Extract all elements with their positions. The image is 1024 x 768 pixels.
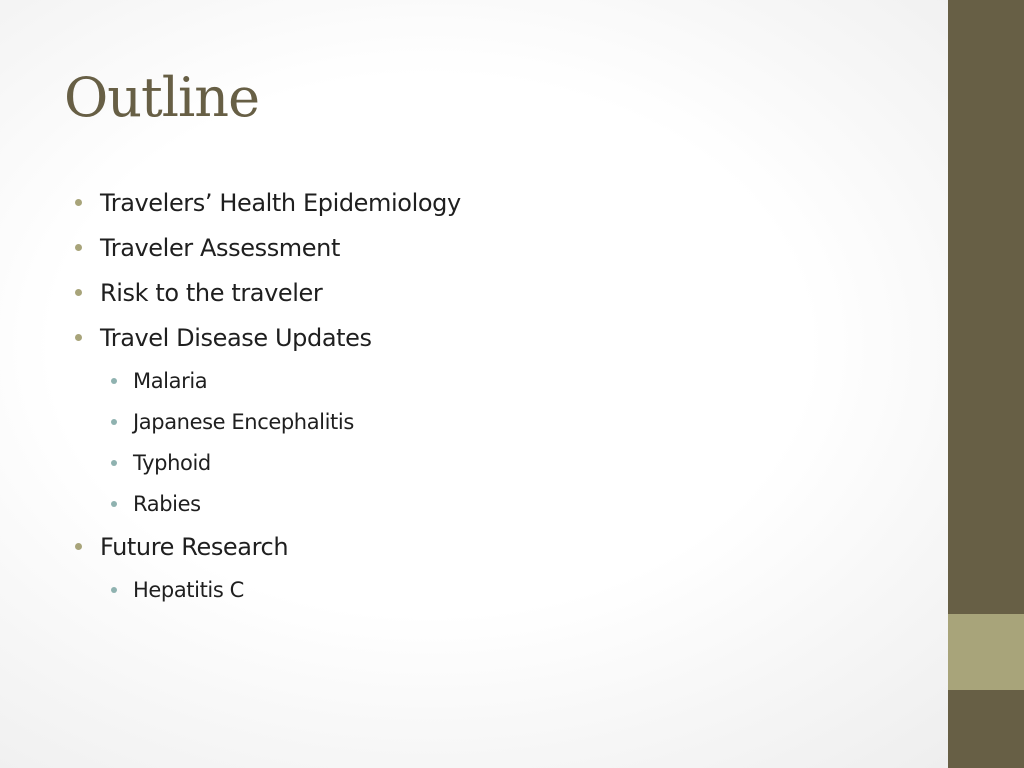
bullet-item <box>100 278 322 308</box>
sub-bullet-item <box>133 409 354 435</box>
bullet-item <box>100 323 372 353</box>
sub-bullet-dot-icon <box>111 378 117 384</box>
bullet-dot-icon <box>75 334 82 341</box>
bullet-text: Future Research <box>100 533 289 561</box>
bullet-text: Travelers’ Health Epidemiology <box>100 189 461 217</box>
bullet-dot-icon <box>75 289 82 296</box>
bullet-dot-icon <box>75 543 82 550</box>
sub-bullet-item <box>133 368 207 394</box>
bullet-item <box>100 233 340 263</box>
bullet-text: Traveler Assessment <box>100 234 340 262</box>
bullet-item <box>100 188 461 218</box>
sub-bullet-item <box>133 577 244 603</box>
bullet-dot-icon <box>75 244 82 251</box>
slide-title: Outline <box>64 66 260 129</box>
bullet-text: Risk to the traveler <box>100 279 323 307</box>
bullet-item <box>100 532 288 562</box>
sub-bullet-text: Malaria <box>133 369 208 393</box>
sub-bullet-dot-icon <box>111 587 117 593</box>
sub-bullet-text: Japanese Encephalitis <box>133 410 354 434</box>
sub-bullet-item <box>133 491 201 517</box>
sub-bullet-dot-icon <box>111 419 117 425</box>
side-accent-block <box>948 614 1024 690</box>
sub-bullet-text: Hepatitis C <box>133 578 244 602</box>
sub-bullet-item <box>133 450 211 476</box>
sub-bullet-dot-icon <box>111 460 117 466</box>
bullet-dot-icon <box>75 199 82 206</box>
bullet-text: Travel Disease Updates <box>100 324 372 352</box>
sub-bullet-text: Rabies <box>133 492 201 516</box>
sub-bullet-dot-icon <box>111 501 117 507</box>
sub-bullet-text: Typhoid <box>133 451 211 475</box>
